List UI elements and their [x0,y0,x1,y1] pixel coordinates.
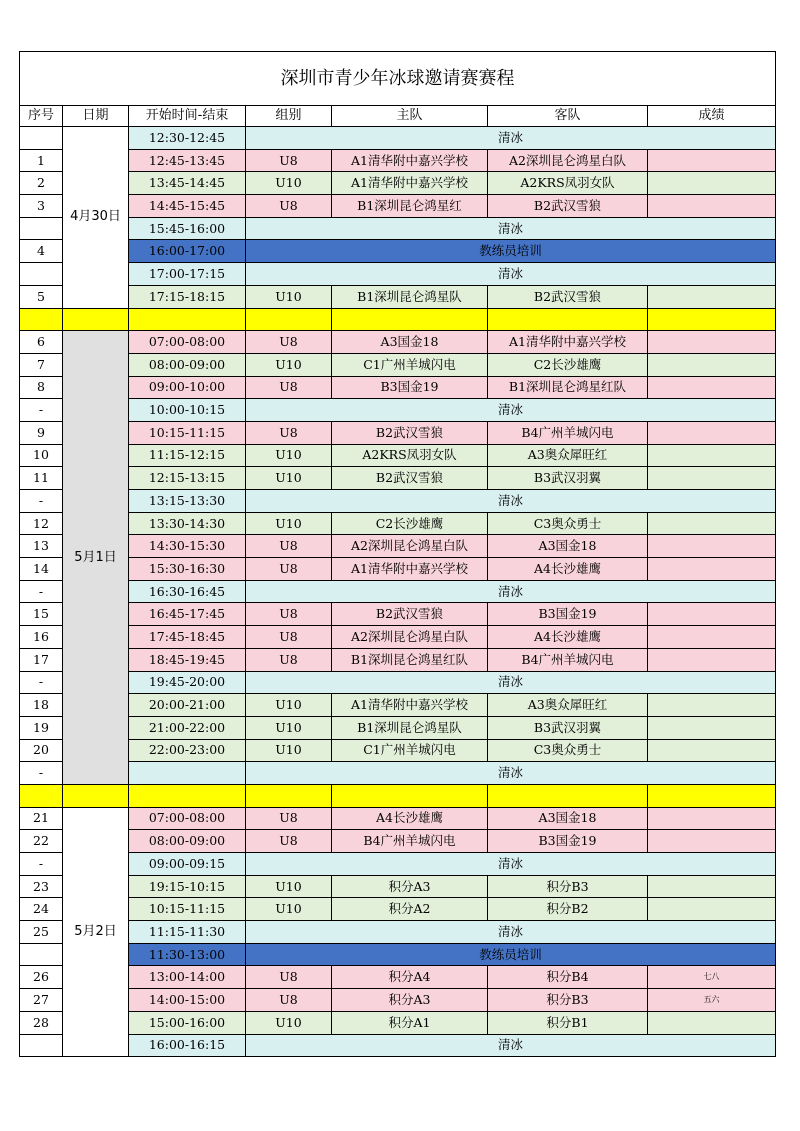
home-team-cell: B1深圳昆仑鸿星红队 [332,648,488,671]
time-cell: 09:00-10:00 [129,376,246,399]
separator-cell [20,784,63,807]
group-cell: U10 [246,1011,332,1034]
away-team-cell: B1深圳昆仑鸿星红队 [488,376,648,399]
away-team-cell: C3奥众勇士 [488,739,648,762]
result-cell [648,558,776,581]
title-row [20,52,776,106]
result-cell [648,331,776,354]
result-cell [648,603,776,626]
day-separator-row [20,784,776,807]
away-team-cell: B3武汉羽翼 [488,467,648,490]
result-cell [648,716,776,739]
away-team-cell: A3国金18 [488,535,648,558]
group-cell: U10 [246,353,332,376]
away-team-cell: A3奥众犀旺红 [488,444,648,467]
separator-cell [332,784,488,807]
separator-cell [129,308,246,331]
group-cell: U10 [246,694,332,717]
row-number: 13 [20,535,63,558]
row-number: 7 [20,353,63,376]
separator-cell [648,784,776,807]
group-cell: U10 [246,285,332,308]
group-cell: U8 [246,376,332,399]
row-number: - [20,853,63,876]
row-number: 6 [20,331,63,354]
ice-clean-cell: 清冰 [246,217,776,240]
time-cell: 10:15-11:15 [129,421,246,444]
header-group: 组别 [246,106,332,127]
group-cell: U8 [246,626,332,649]
row-number [20,217,63,240]
ice-clean-cell: 清冰 [246,127,776,150]
separator-cell [20,308,63,331]
time-cell: 11:30-13:00 [129,943,246,966]
ice-clean-cell: 清冰 [246,762,776,785]
group-cell: U10 [246,898,332,921]
time-cell: 08:00-09:00 [129,353,246,376]
home-team-cell: 积分A1 [332,1011,488,1034]
result-cell [648,467,776,490]
group-cell: U8 [246,603,332,626]
time-cell: 17:00-17:15 [129,263,246,286]
result-cell [648,648,776,671]
row-number: - [20,671,63,694]
row-number: 14 [20,558,63,581]
group-cell: U8 [246,648,332,671]
home-team-cell: B3国金19 [332,376,488,399]
match-row [20,1011,776,1034]
group-cell: U8 [246,989,332,1012]
header-time: 开始时间-结束 [129,106,246,127]
group-cell: U8 [246,558,332,581]
home-team-cell: B2武汉雪狼 [332,467,488,490]
ice-clean-cell: 清冰 [246,399,776,422]
group-cell: U10 [246,444,332,467]
result-cell [648,376,776,399]
row-number: 20 [20,739,63,762]
match-row [20,467,776,490]
row-number: 24 [20,898,63,921]
result-cell [648,195,776,218]
break-row [20,762,776,785]
home-team-cell: B2武汉雪狼 [332,421,488,444]
time-cell: 19:45-20:00 [129,671,246,694]
time-cell: 12:30-12:45 [129,127,246,150]
home-team-cell: 积分A3 [332,989,488,1012]
match-row [20,739,776,762]
row-number: 25 [20,921,63,944]
home-team-cell: B4广州羊城闪电 [332,830,488,853]
match-row [20,149,776,172]
away-team-cell: C2长沙雄鹰 [488,353,648,376]
group-cell: U8 [246,966,332,989]
group-cell: U8 [246,830,332,853]
break-row [20,240,776,263]
time-cell: 14:45-15:45 [129,195,246,218]
result-cell [648,535,776,558]
result-cell [648,830,776,853]
group-cell: U10 [246,716,332,739]
group-cell: U8 [246,535,332,558]
time-cell: 12:15-13:15 [129,467,246,490]
row-number: 22 [20,830,63,853]
separator-cell [63,784,129,807]
match-row [20,535,776,558]
away-team-cell: A2深圳昆仑鸿星白队 [488,149,648,172]
match-row [20,716,776,739]
away-team-cell: A4长沙雄鹰 [488,626,648,649]
home-team-cell: C1广州羊城闪电 [332,353,488,376]
ice-clean-cell: 清冰 [246,490,776,513]
match-row [20,966,776,989]
time-cell: 16:00-16:15 [129,1034,246,1057]
group-cell: U10 [246,172,332,195]
home-team-cell: C2长沙雄鹰 [332,512,488,535]
time-cell: 08:00-09:00 [129,830,246,853]
time-cell: 13:30-14:30 [129,512,246,535]
date-cell: 5月2日 [63,807,129,1057]
time-cell: 16:30-16:45 [129,580,246,603]
match-row [20,376,776,399]
time-cell: 18:45-19:45 [129,648,246,671]
match-row [20,512,776,535]
row-number: 4 [20,240,63,263]
ice-clean-cell: 清冰 [246,263,776,286]
separator-cell [488,308,648,331]
time-cell: 14:00-15:00 [129,989,246,1012]
row-number: 8 [20,376,63,399]
result-cell [648,807,776,830]
break-row [20,490,776,513]
group-cell: U8 [246,807,332,830]
coach-training-cell: 教练员培训 [246,240,776,263]
time-cell: 13:15-13:30 [129,490,246,513]
row-number: 5 [20,285,63,308]
home-team-cell: 积分A2 [332,898,488,921]
row-number: 27 [20,989,63,1012]
ice-clean-cell: 清冰 [246,853,776,876]
row-number: 19 [20,716,63,739]
away-team-cell: B2武汉雪狼 [488,195,648,218]
home-team-cell: A2KRS凤羽女队 [332,444,488,467]
match-row [20,444,776,467]
time-cell: 16:00-17:00 [129,240,246,263]
row-number: - [20,490,63,513]
time-cell: 14:30-15:30 [129,535,246,558]
time-cell: 17:45-18:45 [129,626,246,649]
home-team-cell: 积分A3 [332,875,488,898]
header-result: 成绩 [648,106,776,127]
result-cell [648,875,776,898]
result-cell [648,149,776,172]
match-row [20,807,776,830]
away-team-cell: 积分B3 [488,875,648,898]
result-cell [648,626,776,649]
row-number: - [20,762,63,785]
away-team-cell: A3奥众犀旺红 [488,694,648,717]
group-cell: U10 [246,467,332,490]
match-row [20,353,776,376]
home-team-cell: A1清华附中嘉兴学校 [332,694,488,717]
break-row [20,921,776,944]
time-cell: 13:45-14:45 [129,172,246,195]
group-cell: U10 [246,875,332,898]
row-number: - [20,399,63,422]
row-number: 28 [20,1011,63,1034]
time-cell: 07:00-08:00 [129,807,246,830]
row-number: 26 [20,966,63,989]
home-team-cell: A1清华附中嘉兴学校 [332,149,488,172]
ice-clean-cell: 清冰 [246,580,776,603]
away-team-cell: B2武汉雪狼 [488,285,648,308]
away-team-cell: B4广州羊城闪电 [488,648,648,671]
home-team-cell: B1深圳昆仑鸿星队 [332,285,488,308]
row-number [20,127,63,150]
row-number: 17 [20,648,63,671]
time-cell: 20:00-21:00 [129,694,246,717]
group-cell: U10 [246,739,332,762]
time-cell: 07:00-08:00 [129,331,246,354]
group-cell: U10 [246,512,332,535]
row-number: 15 [20,603,63,626]
break-row [20,580,776,603]
result-cell [648,739,776,762]
time-cell: 12:45-13:45 [129,149,246,172]
separator-cell [648,308,776,331]
home-team-cell: C1广州羊城闪电 [332,739,488,762]
row-number: - [20,580,63,603]
match-row [20,875,776,898]
away-team-cell: A1清华附中嘉兴学校 [488,331,648,354]
break-row [20,127,776,150]
row-number: 1 [20,149,63,172]
row-number [20,263,63,286]
match-row [20,603,776,626]
match-row [20,172,776,195]
break-row [20,217,776,240]
break-row [20,671,776,694]
home-team-cell: B1深圳昆仑鸿星红 [332,195,488,218]
match-row [20,285,776,308]
date-cell: 4月30日 [63,127,129,309]
time-cell [129,762,246,785]
match-row [20,694,776,717]
home-team-cell: B2武汉雪狼 [332,603,488,626]
row-number: 9 [20,421,63,444]
match-row [20,648,776,671]
page-title: 深圳市青少年冰球邀请赛赛程 [20,52,776,106]
away-team-cell: A3国金18 [488,807,648,830]
row-number: 2 [20,172,63,195]
away-team-cell: 积分B3 [488,989,648,1012]
group-cell: U8 [246,149,332,172]
match-row [20,626,776,649]
header-away: 客队 [488,106,648,127]
row-number: 21 [20,807,63,830]
row-number: 12 [20,512,63,535]
header-date: 日期 [63,106,129,127]
home-team-cell: A1清华附中嘉兴学校 [332,558,488,581]
schedule-table [19,51,776,1057]
time-cell: 11:15-12:15 [129,444,246,467]
group-cell: U8 [246,195,332,218]
time-cell: 17:15-18:15 [129,285,246,308]
separator-cell [63,308,129,331]
break-row [20,399,776,422]
result-cell [648,512,776,535]
result-cell [648,444,776,467]
away-team-cell: A4长沙雄鹰 [488,558,648,581]
time-cell: 15:30-16:30 [129,558,246,581]
row-number: 3 [20,195,63,218]
time-cell: 21:00-22:00 [129,716,246,739]
row-number [20,943,63,966]
result-cell [648,421,776,444]
match-row [20,898,776,921]
home-team-cell: A1清华附中嘉兴学校 [332,172,488,195]
result-cell [648,898,776,921]
separator-cell [488,784,648,807]
result-cell [648,172,776,195]
row-number: 16 [20,626,63,649]
away-team-cell: 积分B2 [488,898,648,921]
home-team-cell: A3国金18 [332,331,488,354]
coach-training-cell: 教练员培训 [246,943,776,966]
home-team-cell: A2深圳昆仑鸿星白队 [332,626,488,649]
away-team-cell: 积分B4 [488,966,648,989]
time-cell: 09:00-09:15 [129,853,246,876]
ice-clean-cell: 清冰 [246,921,776,944]
row-number: 18 [20,694,63,717]
ice-clean-cell: 清冰 [246,671,776,694]
result-cell [648,353,776,376]
match-row [20,989,776,1012]
day-separator-row [20,308,776,331]
time-cell: 11:15-11:30 [129,921,246,944]
away-team-cell: B3武汉羽翼 [488,716,648,739]
away-team-cell: 积分B1 [488,1011,648,1034]
separator-cell [332,308,488,331]
time-cell: 13:00-14:00 [129,966,246,989]
away-team-cell: B3国金19 [488,830,648,853]
home-team-cell: B1深圳昆仑鸿星队 [332,716,488,739]
break-row [20,943,776,966]
row-number [20,1034,63,1057]
time-cell: 15:00-16:00 [129,1011,246,1034]
result-cell [648,694,776,717]
time-cell: 15:45-16:00 [129,217,246,240]
break-row [20,263,776,286]
break-row [20,853,776,876]
time-cell: 10:00-10:15 [129,399,246,422]
date-cell: 5月1日 [63,331,129,785]
separator-cell [246,308,332,331]
match-row [20,830,776,853]
header-row [20,106,776,127]
result-cell [648,1011,776,1034]
result-cell: 七八 [648,966,776,989]
row-number: 11 [20,467,63,490]
away-team-cell: B4广州羊城闪电 [488,421,648,444]
break-row [20,1034,776,1057]
separator-cell [246,784,332,807]
time-cell: 16:45-17:45 [129,603,246,626]
group-cell: U8 [246,331,332,354]
time-cell: 22:00-23:00 [129,739,246,762]
ice-clean-cell: 清冰 [246,1034,776,1057]
header-home: 主队 [332,106,488,127]
time-cell: 10:15-11:15 [129,898,246,921]
time-cell: 19:15-10:15 [129,875,246,898]
away-team-cell: A2KRS凤羽女队 [488,172,648,195]
away-team-cell: C3奥众勇士 [488,512,648,535]
result-cell [648,285,776,308]
match-row [20,195,776,218]
match-row [20,421,776,444]
row-number: 23 [20,875,63,898]
row-number: 10 [20,444,63,467]
home-team-cell: 积分A4 [332,966,488,989]
home-team-cell: A4长沙雄鹰 [332,807,488,830]
header-no: 序号 [20,106,63,127]
match-row [20,331,776,354]
separator-cell [129,784,246,807]
group-cell: U8 [246,421,332,444]
away-team-cell: B3国金19 [488,603,648,626]
result-cell: 五六 [648,989,776,1012]
match-row [20,558,776,581]
home-team-cell: A2深圳昆仑鸿星白队 [332,535,488,558]
